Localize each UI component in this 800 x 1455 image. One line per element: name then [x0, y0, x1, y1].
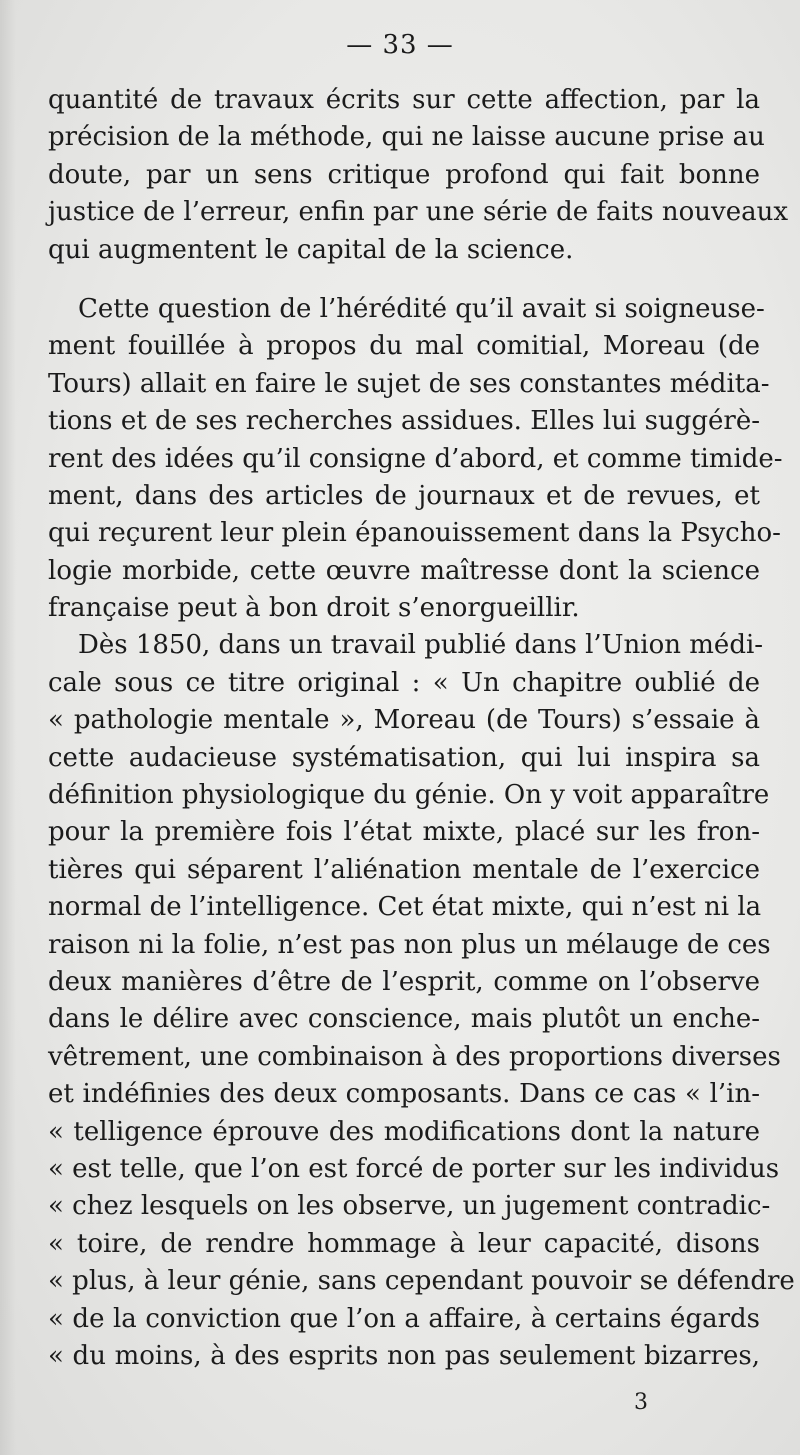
text-line: rent des idées qu’il consigne d’abord, et comme timide-: [48, 443, 783, 474]
page-number: — 33 —: [346, 30, 454, 60]
text-line: Cette question de l’hérédité qu’il avait si soigneuse-: [78, 293, 765, 324]
text-line: Dès 1850, dans un travail publié dans l’Union médi-: [78, 630, 764, 661]
body-text: [48, 82, 795, 1375]
text-line: pour la première fois l’état mixte, placé sur les fron-: [48, 817, 760, 848]
text-line: qui augmentent le capital de la science.: [48, 234, 574, 265]
paragraph-3: [48, 627, 795, 1375]
text-line: Tours) allait en faire le sujet de ses constantes médita-: [48, 368, 770, 399]
text-line: ment fouillée à propos du mal comitial, Moreau (de: [48, 331, 760, 362]
text-line: tions et de ses recherches assidues. Elles lui suggérè-: [48, 406, 760, 437]
text-line: cale sous ce titre original : « Un chapitre oublié de: [48, 667, 760, 698]
text-line: doute, par un sens critique profond qui fait bonne: [48, 159, 760, 190]
text-line: précision de la méthode, qui ne laisse aucune prise au: [48, 122, 765, 153]
text-line: dans le délire avec conscience, mais plutôt un enche-: [48, 1004, 760, 1035]
text-line: « du moins, à des esprits non pas seulement bizarres,: [48, 1340, 760, 1371]
text-line: « plus, à leur génie, sans cependant pouvoir se défendre: [48, 1266, 795, 1297]
paragraph-2: [48, 291, 783, 628]
text-line: quantité de travaux écrits sur cette affection, par la: [48, 85, 760, 115]
text-line: française peut à bon droit s’enorgueillir.: [48, 593, 580, 624]
text-line: vêtrement, une combinaison à des proportions diverses: [48, 1041, 781, 1072]
text-line: « de la conviction que l’on a affaire, à certains égards: [48, 1303, 760, 1334]
text-line: « pathologie mentale », Moreau (de Tours) s’essaie à: [48, 705, 760, 736]
text-line: qui reçurent leur plein épanouissement dans la Psycho-: [48, 518, 781, 549]
text-line: définition physiologique du génie. On y voit apparaître: [48, 780, 770, 811]
paragraph-1: [48, 82, 788, 269]
page-edge-shadow: [0, 0, 16, 1455]
text-line: raison ni la folie, n’est pas non plus un mélauge de ces: [48, 929, 771, 960]
text-line: « telligence éprouve des modifications dont la nature: [48, 1116, 760, 1147]
text-line: tières qui séparent l’aliénation mentale de l’exercice: [48, 854, 760, 885]
text-line: cette audacieuse systématisation, qui lui inspira sa: [48, 742, 760, 773]
text-line: « est telle, que l’on est forcé de porter sur les individus: [48, 1153, 780, 1184]
text-line: justice de l’erreur, enfin par une série de faits nouveaux: [48, 197, 788, 228]
text-line: ment, dans des articles de journaux et de revues, et: [48, 480, 760, 511]
text-line: « chez lesquels on les observe, un jugement contradic-: [48, 1191, 771, 1222]
text-line: normal de l’intelligence. Cet état mixte, qui n’est ni la: [48, 892, 762, 923]
text-line: et indéfinies des deux composants. Dans ce cas « l’in-: [48, 1079, 760, 1110]
text-line: logie morbide, cette œuvre maîtresse dont la science: [48, 555, 760, 586]
text-line: deux manières d’être de l’esprit, comme on l’observe: [48, 966, 760, 997]
signature-mark: 3: [634, 1390, 648, 1415]
text-line: « toire, de rendre hommage à leur capacité, disons: [48, 1228, 760, 1259]
